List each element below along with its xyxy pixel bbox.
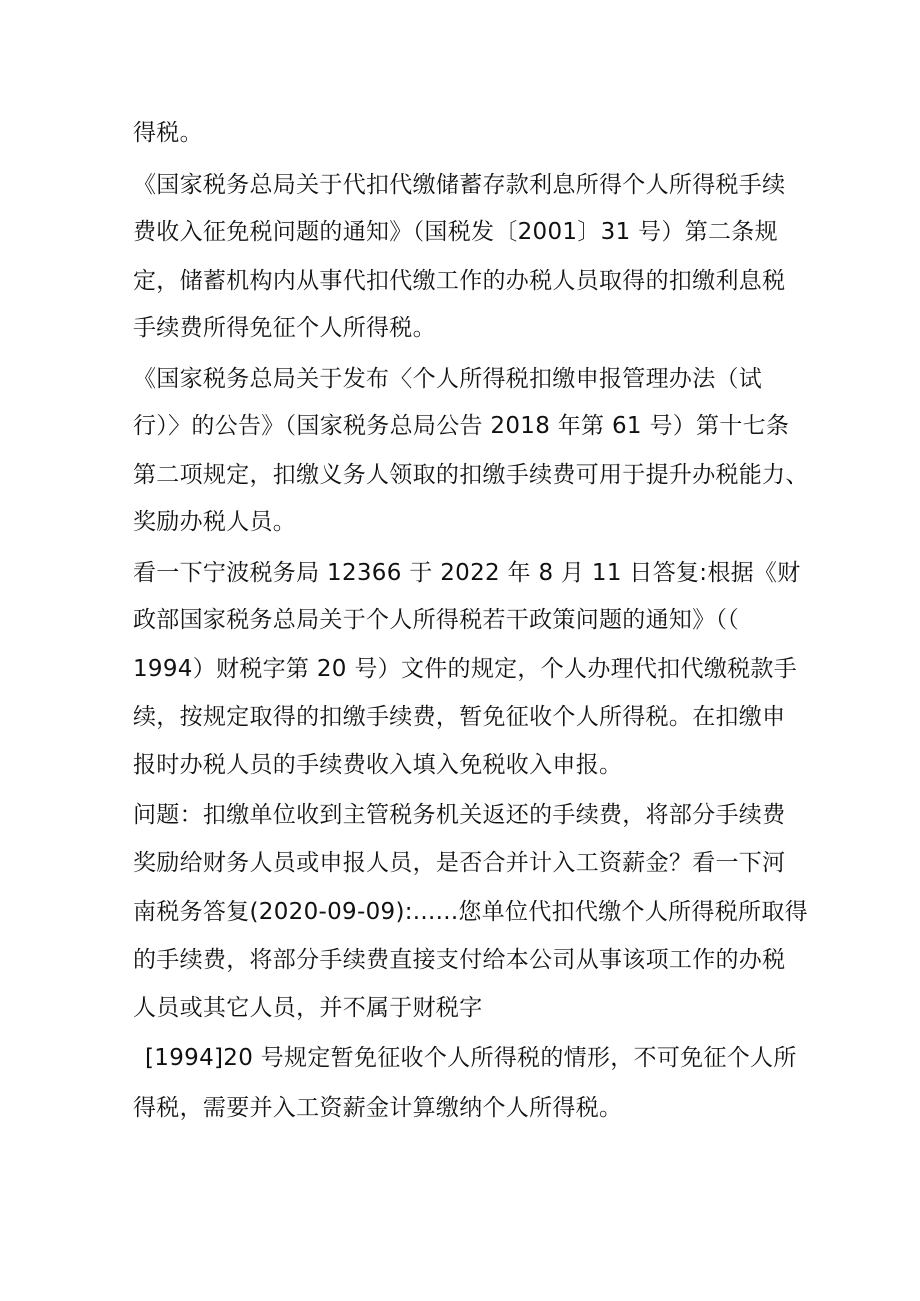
text-line-14: 报时办税人员的手续费收入填入免税收入申报。 (133, 752, 623, 778)
text-line-2: 《国家税务总局关于代扣代缴储蓄存款利息所得个人所得税手续 (133, 172, 786, 198)
text-line-10: 看一下宁波税务局 12366 于 2022 年 8 月 11 日答复:根据《财 (133, 560, 801, 586)
text-line-9: 奖励办税人员。 (133, 509, 297, 535)
text-line-18: 的手续费，将部分手续费直接支付给本公司从事该项工作的办税 (133, 947, 786, 973)
text-line-21: 得税，需要并入工资薪金计算缴纳个人所得税。 (133, 1095, 623, 1121)
text-line-17: 南税务答复(2020-09-09):......您单位代扣代缴个人所得税所取得 (133, 899, 808, 925)
text-line-4: 定，储蓄机构内从事代扣代缴工作的办税人员取得的扣缴利息税 (133, 268, 786, 294)
text-line-5: 手续费所得免征个人所得税。 (133, 315, 436, 341)
text-line-16: 奖励给财务人员或申报人员，是否合并计入工资薪金？看一下河 (133, 850, 786, 876)
text-line-13: 续，按规定取得的扣缴手续费，暂免征收个人所得税。在扣缴申 (133, 704, 786, 730)
text-line-12: 1994）财税字第 20 号）文件的规定，个人办理代扣代缴税款手 (133, 656, 798, 682)
text-line-20: [1994]20 号规定暂免征收个人所得税的情形，不可免征个人所 (145, 1045, 797, 1071)
text-line-19: 人员或其它人员，并不属于财税字 (133, 995, 483, 1021)
text-line-15: 问题：扣缴单位收到主管税务机关返还的手续费，将部分手续费 (133, 802, 786, 828)
text-line-11: 政部国家税务总局关于个人所得税若干政策问题的通知》（（ (133, 607, 740, 633)
text-line-8: 第二项规定，扣缴义务人领取的扣缴手续费可用于提升办税能力、 (133, 462, 809, 488)
text-line-7: 行）〉的公告》（国家税务总局公告 2018 年第 61 号）第十七条 (133, 413, 790, 439)
text-line-3: 费收入征免税问题的通知》（国税发〔2001〕31 号）第二条规 (133, 219, 778, 245)
text-line-1: 得税。 (133, 120, 203, 146)
text-line-6: 《国家税务总局关于发布〈个人所得税扣缴申报管理办法（试 (133, 366, 763, 392)
